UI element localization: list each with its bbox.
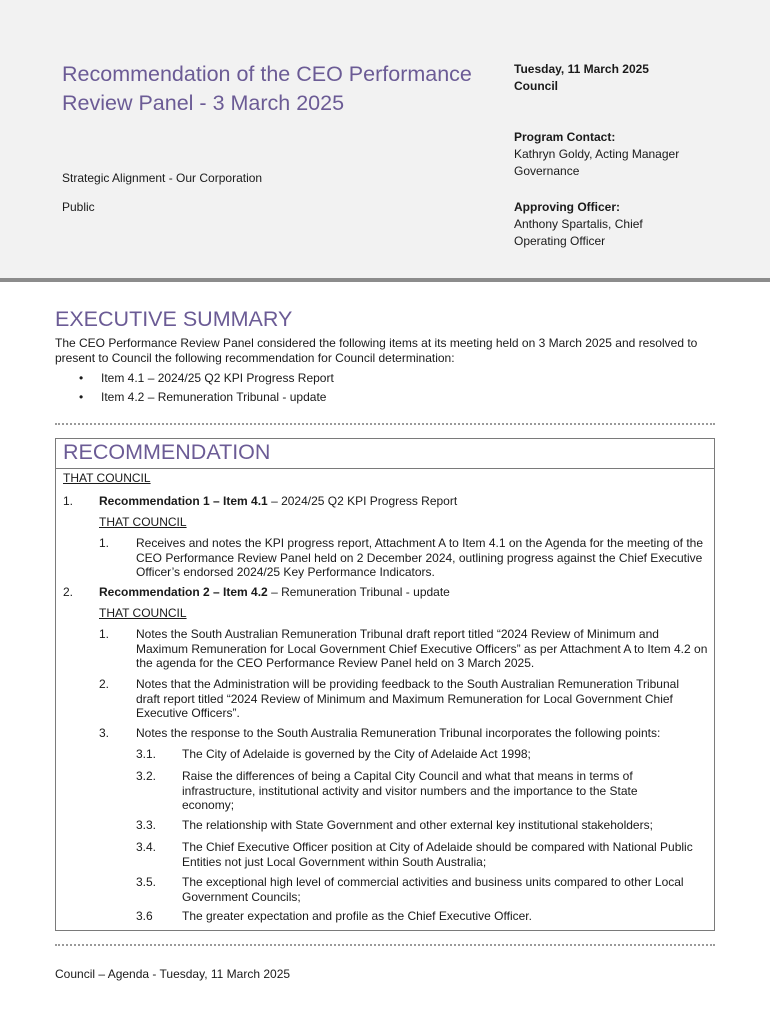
point-text: The exceptional high level of commercial activities and business units compared to other Local Government Councils; bbox=[182, 875, 684, 904]
point-number: 3.1. bbox=[136, 747, 157, 761]
page-footer: Council – Agenda - Tuesday, 11 March 2025 bbox=[55, 967, 291, 981]
report-title: Recommendation of the CEO Performance Review Panel - 3 March 2025 bbox=[62, 62, 472, 115]
point-number: 3.2. bbox=[136, 769, 157, 783]
executive-summary-text: The CEO Performance Review Panel considered the following items at its meeting held on 3 March 2025 and resolved to present to Council the following recommendation for Council determination: bbox=[55, 336, 698, 365]
sub-item-text: Notes the response to the South Australia Remuneration Tribunal incorporates the following points: bbox=[136, 726, 661, 740]
report-header bbox=[0, 0, 770, 282]
recommendation-1-title: Recommendation 1 – Item 4.1 – 2024/25 Q2 KPI Progress Report bbox=[99, 494, 458, 508]
sub-number: 2. bbox=[99, 677, 110, 691]
sub-item-text: Notes that the Administration will be providing feedback to the South Australian Remuneration Tribunal draft report titled “2024 Review of Minimum and Maximum Remuneration for Local Government Chief Executive Officers”. bbox=[136, 677, 679, 720]
meeting-date: Tuesday, 11 March 2025 bbox=[514, 62, 649, 76]
point-text: The City of Adelaide is governed by the City of Adelaide Act 1998; bbox=[182, 747, 531, 761]
item-number: 2. bbox=[63, 585, 74, 599]
point-number: 3.5. bbox=[136, 875, 157, 889]
divider bbox=[55, 423, 715, 425]
point-text: Raise the differences of being a Capital City Council and what that means in terms of infrastructure, institutional activity and visitor numbers and the importance to the State economy; bbox=[182, 769, 638, 812]
sub-number: 1. bbox=[99, 627, 110, 641]
classification: Public bbox=[62, 200, 95, 214]
point-text: The Chief Executive Officer position at City of Adelaide should be compared with National Public Entities not just Local Government within South Australia; bbox=[182, 840, 693, 869]
summary-bullets bbox=[55, 371, 334, 409]
recommendation-2-title: Recommendation 2 – Item 4.2 – Remuneration Tribunal - update bbox=[99, 585, 450, 599]
sub-number: 1. bbox=[99, 536, 110, 550]
approving-officer: Anthony Spartalis, Chief Operating Officer bbox=[514, 217, 643, 248]
strategic-alignment: Strategic Alignment - Our Corporation bbox=[62, 171, 263, 185]
approving-officer-label: Approving Officer: bbox=[514, 200, 621, 214]
sub-number: 3. bbox=[99, 726, 110, 740]
list-item: • Item 4.2 – Remuneration Tribunal - update bbox=[79, 390, 327, 404]
that-council: THAT COUNCIL bbox=[63, 471, 151, 485]
recommendation-heading: RECOMMENDATION bbox=[63, 440, 271, 464]
divider bbox=[55, 944, 715, 946]
program-contact-label: Program Contact: bbox=[514, 130, 616, 144]
recommendation-header bbox=[56, 439, 714, 469]
item-number: 1. bbox=[63, 494, 74, 508]
recommendation-box bbox=[55, 438, 715, 931]
sub-item-text: Receives and notes the KPI progress report, Attachment A to Item 4.1 on the Agenda for the meeting of the CEO Performance Review Panel held on 2 December 2024, outlining progress against the Chief Executive Officer’s endorsed 2024/25 Key Performance Indicators. bbox=[136, 536, 704, 579]
list-item: • Item 4.1 – 2024/25 Q2 KPI Progress Report bbox=[79, 371, 334, 385]
point-number: 3.4. bbox=[136, 840, 157, 854]
point-text: The greater expectation and profile as the Chief Executive Officer. bbox=[182, 909, 532, 923]
program-contact: Kathryn Goldy, Acting Manager Governance bbox=[514, 147, 680, 178]
point-number: 3.6 bbox=[136, 909, 153, 923]
meeting-name: Council bbox=[514, 79, 558, 93]
that-council: THAT COUNCIL bbox=[99, 606, 187, 620]
point-text: The relationship with State Government and other external key institutional stakeholders; bbox=[182, 818, 653, 832]
that-council: THAT COUNCIL bbox=[99, 515, 187, 529]
executive-summary-heading: EXECUTIVE SUMMARY bbox=[55, 307, 293, 331]
point-number: 3.3. bbox=[136, 818, 157, 832]
sub-item-text: Notes the South Australian Remuneration Tribunal draft report titled “2024 Review of Minimum and Maximum Remuneration for Local Government Chief Executive Officers” as per Attachment A to Item 4.2 on the agenda for the CEO Performance Review Panel held on 3 March 2025. bbox=[136, 627, 708, 670]
